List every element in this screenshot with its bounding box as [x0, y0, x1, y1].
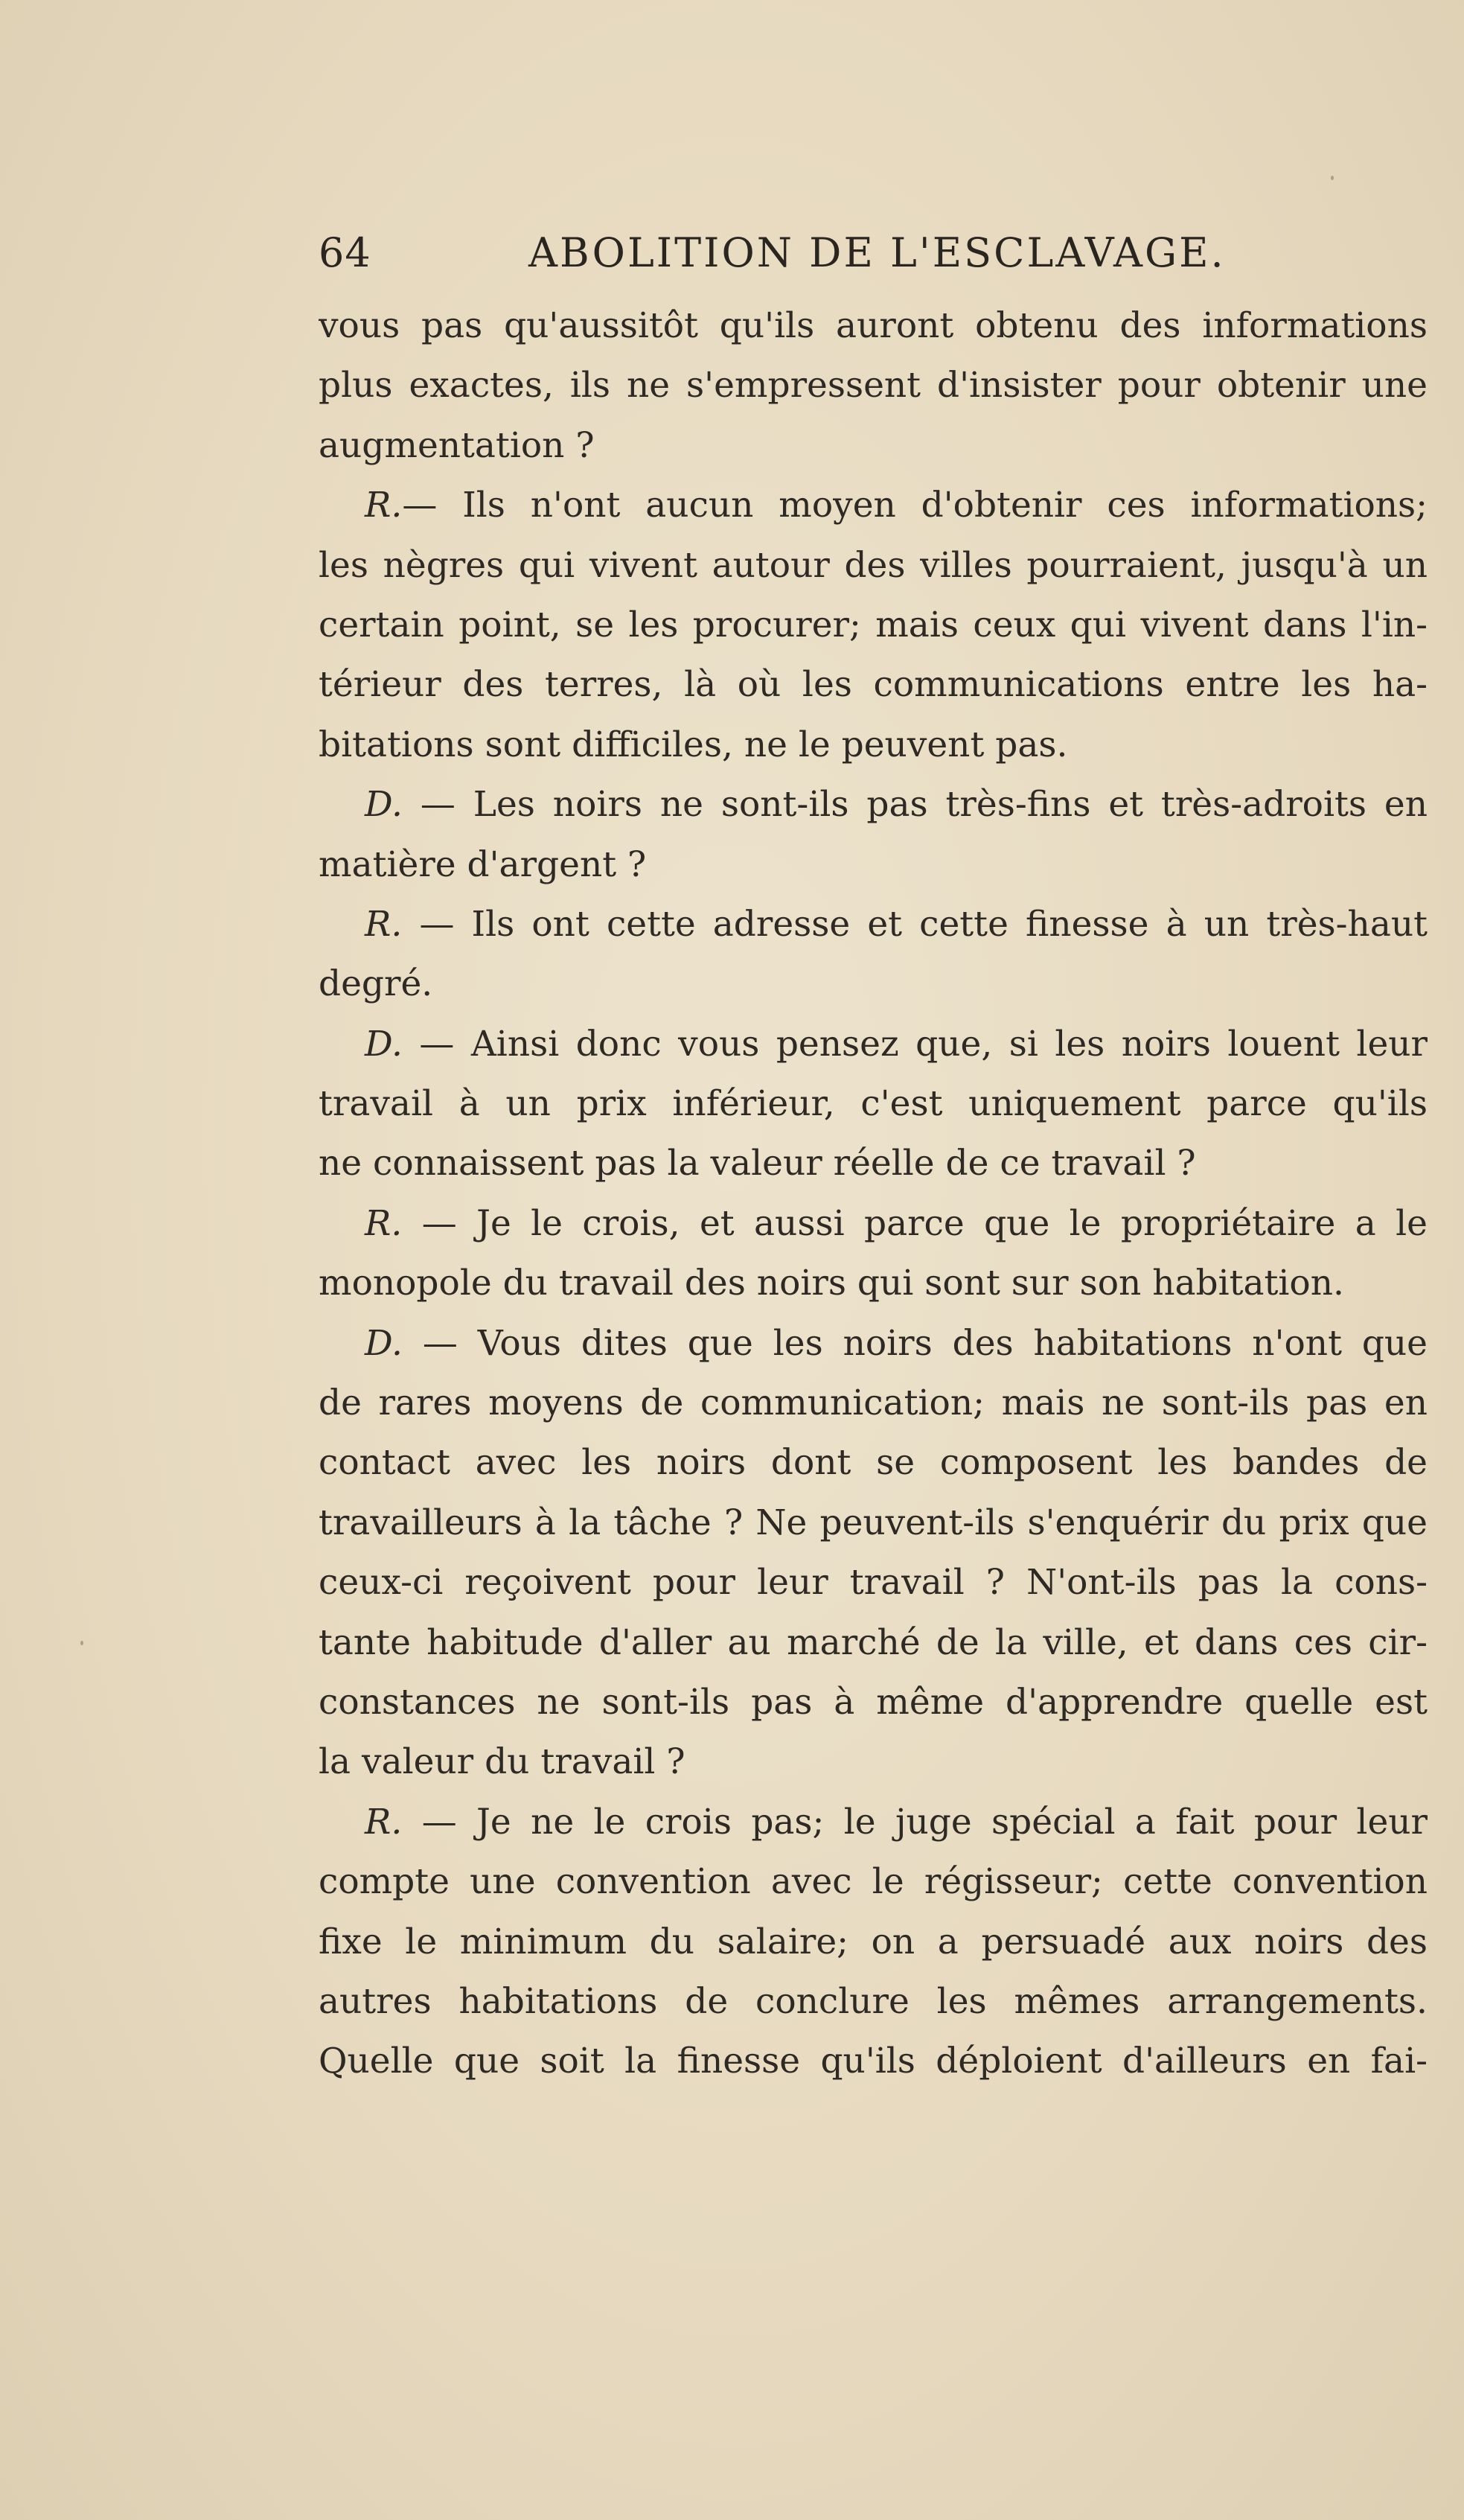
line-text: tante habitude d'aller au marché de la ville, et dans ces cir-	[319, 1621, 1428, 1663]
text-line	[319, 1314, 1428, 1374]
line-text: certain point, se les procurer; mais ceux qui vivent dans l'in-	[319, 604, 1428, 645]
speaker-label: R.	[365, 903, 403, 945]
paper-speck	[1331, 176, 1334, 180]
line-text: monopole du travail des noirs qui sont sur son habitation.	[319, 1263, 1344, 1304]
line-text: plus exactes, ils ne s'empressent d'insister pour obtenir une	[319, 365, 1428, 406]
text-line	[319, 775, 1428, 835]
text-line	[319, 1194, 1428, 1254]
body-text	[319, 296, 1428, 2092]
text-line	[319, 1134, 1428, 1193]
text-line	[319, 296, 1428, 356]
line-text: compte une convention avec le régisseur; cette convention	[319, 1861, 1428, 1903]
line-text: ne connaissent pas la valeur réelle de ce travail ?	[319, 1143, 1196, 1184]
text-line	[319, 1673, 1428, 1732]
text-line	[319, 1493, 1428, 1553]
line-text: ceux-ci reçoivent pour leur travail ? N'ont-ils pas la cons-	[319, 1562, 1428, 1604]
text-line	[319, 1613, 1428, 1673]
text-line	[319, 1374, 1428, 1433]
line-text: degré.	[319, 963, 433, 1005]
line-text: — Ils ont cette adresse et cette finesse à un très-haut	[402, 903, 1428, 945]
text-line	[319, 715, 1428, 775]
text-line	[319, 1972, 1428, 2032]
line-text: autres habitations de conclure les mêmes arrangements.	[319, 1980, 1428, 2022]
line-text: travailleurs à la tâche ? Ne peuvent-ils s'enquérir du prix que	[319, 1502, 1428, 1543]
line-text: Quelle que soit la finesse qu'ils déploient d'ailleurs en fai-	[319, 2041, 1428, 2082]
speaker-label: D.	[365, 784, 403, 826]
line-text: contact avec les noirs dont se composent les bandes de	[319, 1442, 1428, 1484]
text-line	[319, 655, 1428, 715]
text-line	[319, 596, 1428, 655]
page-number: 64	[319, 229, 371, 276]
line-text: les nègres qui vivent autour des villes pourraient, jusqu'à un	[319, 544, 1428, 586]
text-line	[319, 835, 1428, 895]
text-line	[319, 2032, 1428, 2091]
line-text: — Ils n'ont aucun moyen d'obtenir ces informations;	[402, 485, 1428, 526]
text-line	[319, 1015, 1428, 1074]
text-line	[319, 1074, 1428, 1134]
text-line	[319, 1553, 1428, 1613]
line-text: de rares moyens de communication; mais ne sont-ils pas en	[319, 1382, 1428, 1424]
text-line	[319, 1254, 1428, 1313]
line-text: vous pas qu'aussitôt qu'ils auront obtenu des informations	[319, 305, 1428, 346]
line-text: — Les noirs ne sont-ils pas très-fins et très-adroits en	[402, 784, 1428, 826]
line-text: bitations sont difficiles, ne le peuvent pas.	[319, 724, 1068, 765]
speaker-label: R.	[365, 1801, 403, 1843]
page-header	[319, 229, 1405, 289]
line-text: — Vous dites que les noirs des habitations n'ont que	[402, 1322, 1428, 1364]
line-text: térieur des terres, là où les communications entre les ha-	[319, 664, 1428, 706]
line-text: — Ainsi donc vous pensez que, si les noirs louent leur	[402, 1023, 1428, 1065]
line-text: — Je ne le crois pas; le juge spécial a fait pour leur	[402, 1801, 1428, 1843]
speaker-label: D.	[365, 1322, 403, 1364]
line-text: travail à un prix inférieur, c'est uniquement parce qu'ils	[319, 1083, 1428, 1125]
speaker-label: D.	[365, 1023, 403, 1065]
line-text: — Je le crois, et aussi parce que le propriétaire a le	[402, 1202, 1428, 1244]
line-text: augmentation ?	[319, 424, 595, 466]
text-line	[319, 1852, 1428, 1912]
line-text: fixe le minimum du salaire; on a persuadé aux noirs des	[319, 1921, 1428, 1962]
running-title: ABOLITION DE L'ESCLAVAGE.	[528, 229, 1226, 276]
speaker-label: R.	[365, 1202, 403, 1244]
speaker-label: R.	[365, 485, 403, 526]
text-line	[319, 1433, 1428, 1493]
text-line	[319, 1913, 1428, 1972]
text-line	[319, 895, 1428, 954]
text-line	[319, 954, 1428, 1014]
line-text: la valeur du travail ?	[319, 1741, 685, 1783]
text-line	[319, 356, 1428, 415]
text-line	[319, 476, 1428, 535]
paper-speck	[80, 1641, 83, 1645]
text-line	[319, 416, 1428, 476]
line-text: matière d'argent ?	[319, 843, 647, 885]
text-line	[319, 1793, 1428, 1852]
line-text: constances ne sont-ils pas à même d'apprendre quelle est	[319, 1681, 1428, 1723]
text-line	[319, 536, 1428, 596]
text-line	[319, 1732, 1428, 1792]
